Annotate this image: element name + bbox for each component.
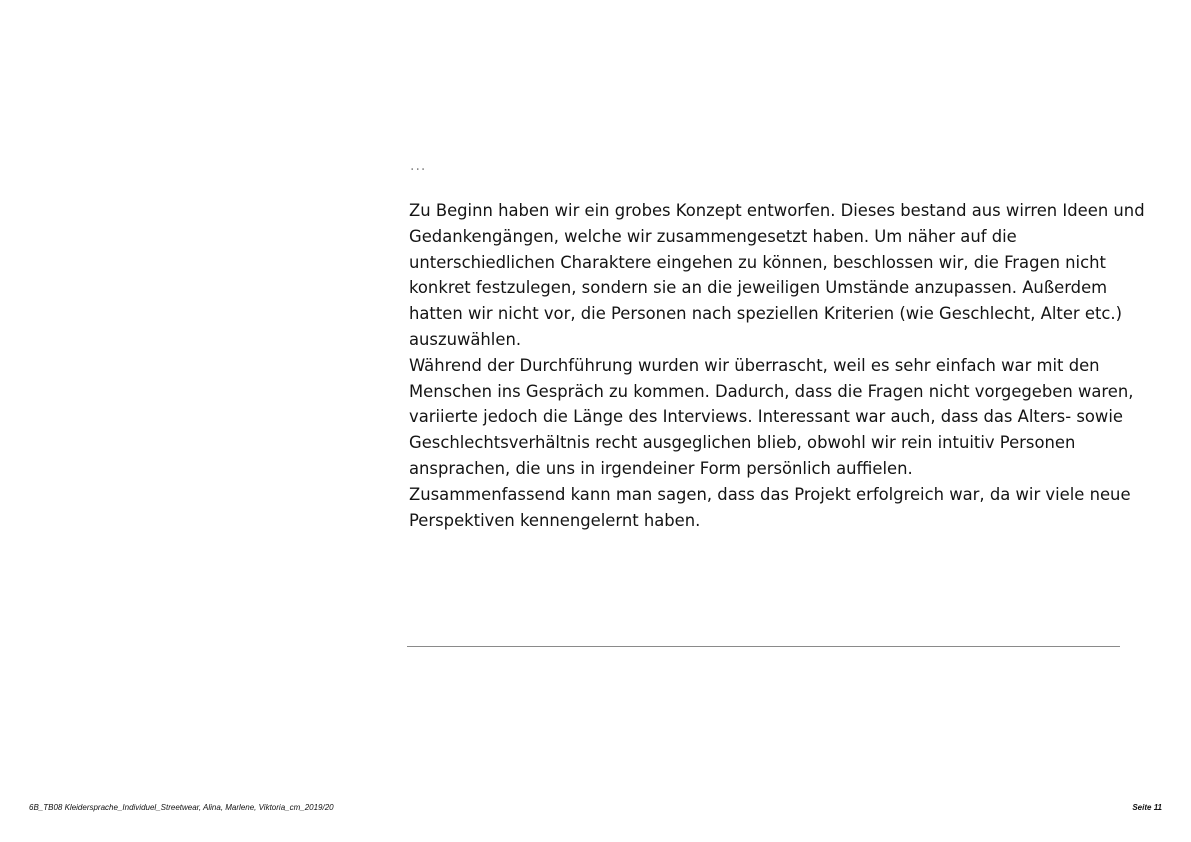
footer-page-number: Seite 11 bbox=[1132, 803, 1162, 812]
body-line: Zusammenfassend kann man sagen, dass das Projekt erfolgreich war, da wir viele neue bbox=[409, 484, 1131, 504]
body-line: Während der Durchführung wurden wir überrascht, weil es sehr einfach war mit den bbox=[409, 355, 1100, 375]
section-ellipsis: ... bbox=[410, 158, 427, 174]
body-line: konkret festzulegen, sondern sie an die jeweiligen Umstände anzupassen. Außerdem bbox=[409, 278, 1108, 298]
body-line: ansprachen, die uns in irgendeiner Form persönlich auffielen. bbox=[409, 458, 913, 478]
body-line: unterschiedlichen Charaktere eingehen zu können, beschlossen wir, die Fragen nicht bbox=[409, 252, 1106, 272]
body-line: Zu Beginn haben wir ein grobes Konzept entworfen. Dieses bestand aus wirren Ideen und bbox=[409, 201, 1145, 220]
body-line: variierte jedoch die Länge des Interviews. Interessant war auch, dass das Alters- sowie bbox=[409, 407, 1123, 427]
body-line: auszuwählen. bbox=[409, 329, 522, 349]
body-line: Gedankengängen, welche wir zusammengesetzt haben. Um näher auf die bbox=[409, 226, 1017, 246]
body-line: Perspektiven kennengelernt haben. bbox=[409, 510, 701, 530]
body-line: hatten wir nicht vor, die Personen nach speziellen Kriterien (wie Geschlecht, Alter etc.) bbox=[409, 304, 1122, 324]
body-line: Geschlechtsverhältnis recht ausgeglichen blieb, obwohl wir rein intuitiv Personen bbox=[409, 433, 1076, 453]
body-paragraph bbox=[409, 198, 1145, 533]
footer-document-info: 6B_TB08 Kleidersprache_Individuel_Streetwear, Alina, Marlene, Viktoria_cm_2019/20 bbox=[29, 803, 334, 812]
horizontal-divider bbox=[407, 646, 1120, 647]
body-line: Menschen ins Gespräch zu kommen. Dadurch, dass die Fragen nicht vorgegeben waren, bbox=[409, 381, 1134, 401]
